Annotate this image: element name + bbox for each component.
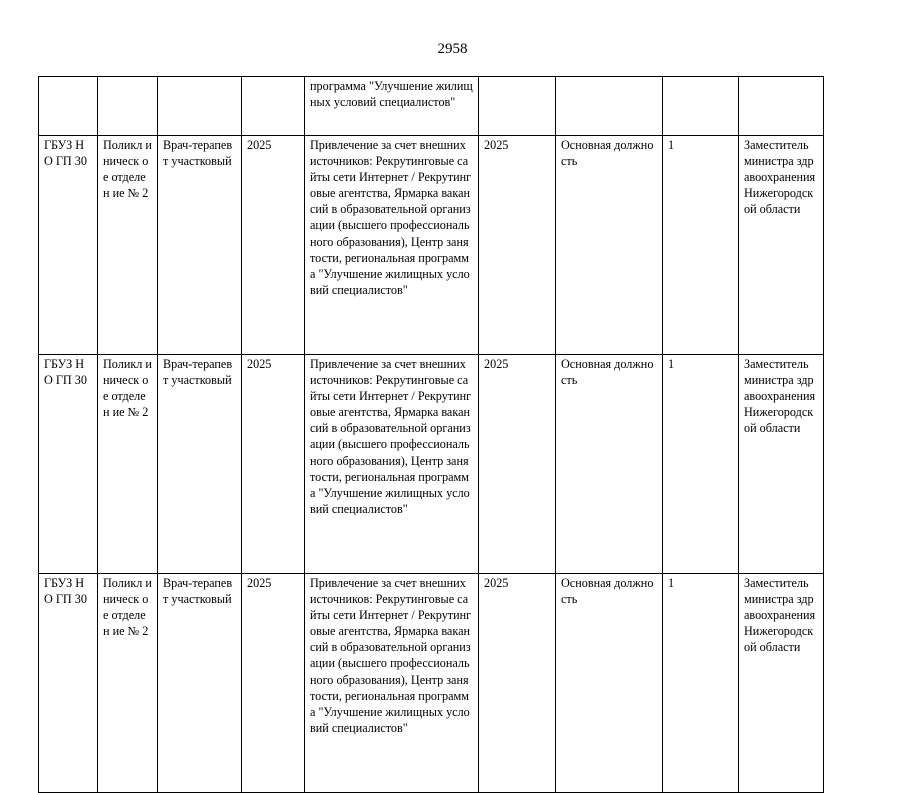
cell-measures: Привлечение за счет внешних источников: Рекрутинговые сайты сети Интернет / Рекрутинговые агентства, Ярмарка вакансий в образовательной организации (высшего профессионального образования), Центр занятости, региональная программа "Улучшение жилищных условий специалистов" <box>305 136 479 355</box>
cell-responsible <box>739 77 824 136</box>
cell-department: Поликл иническ ое отделен ие № 2 <box>98 574 158 793</box>
cell-organization: ГБУЗ НО ГП 30 <box>39 136 98 355</box>
cell-organization: ГБУЗ НО ГП 30 <box>39 355 98 574</box>
cell-count: 1 <box>663 574 739 793</box>
cell-position: Врач-терапевт участковый <box>158 574 242 793</box>
cell-position-type: Основная должность <box>556 355 663 574</box>
cell-department: Поликл иническ ое отделен ие № 2 <box>98 136 158 355</box>
cell-position <box>158 77 242 136</box>
cell-deadline: 2025 <box>479 355 556 574</box>
cell-position-type: Основная должность <box>556 574 663 793</box>
table-viewport <box>38 76 824 735</box>
cell-position-type: Основная должность <box>556 136 663 355</box>
cell-measures: Привлечение за счет внешних источников: Рекрутинговые сайты сети Интернет / Рекрутинговые агентства, Ярмарка вакансий в образовательной организации (высшего профессионального образования), Центр занятости, региональная программа "Улучшение жилищных условий специалистов" <box>305 355 479 574</box>
cell-organization: ГБУЗ НО ГП 30 <box>39 574 98 793</box>
cell-responsible: Заместитель министра здравоохранения Нижегородской области <box>739 355 824 574</box>
cell-count: 1 <box>663 136 739 355</box>
cell-department: Поликл иническ ое отделен ие № 2 <box>98 355 158 574</box>
cell-department <box>98 77 158 136</box>
cell-year: 2025 <box>242 574 305 793</box>
cell-count: 1 <box>663 355 739 574</box>
cell-position: Врач-терапевт участковый <box>158 136 242 355</box>
cell-measures: программа "Улучшение жилищных условий специалистов" <box>305 77 479 136</box>
staffing-table <box>38 76 824 793</box>
cell-count <box>663 77 739 136</box>
cell-measures: Привлечение за счет внешних источников: Рекрутинговые сайты сети Интернет / Рекрутинговые агентства, Ярмарка вакансий в образовательной организации (высшего профессионального образования), Центр занятости, региональная программа "Улучшение жилищных условий специалистов" <box>305 574 479 793</box>
table-row <box>39 355 824 574</box>
cell-deadline <box>479 77 556 136</box>
cell-year: 2025 <box>242 355 305 574</box>
cell-year: 2025 <box>242 136 305 355</box>
table-row <box>39 574 824 793</box>
cell-position: Врач-терапевт участковый <box>158 355 242 574</box>
page-number: 2958 <box>437 41 468 57</box>
table-row <box>39 136 824 355</box>
cell-year <box>242 77 305 136</box>
table-row <box>39 77 824 136</box>
cell-organization <box>39 77 98 136</box>
cell-responsible: Заместитель министра здравоохранения Нижегородской области <box>739 136 824 355</box>
cell-position-type <box>556 77 663 136</box>
cell-deadline: 2025 <box>479 136 556 355</box>
cell-deadline: 2025 <box>479 574 556 793</box>
cell-responsible: Заместитель министра здравоохранения Нижегородской области <box>739 574 824 793</box>
